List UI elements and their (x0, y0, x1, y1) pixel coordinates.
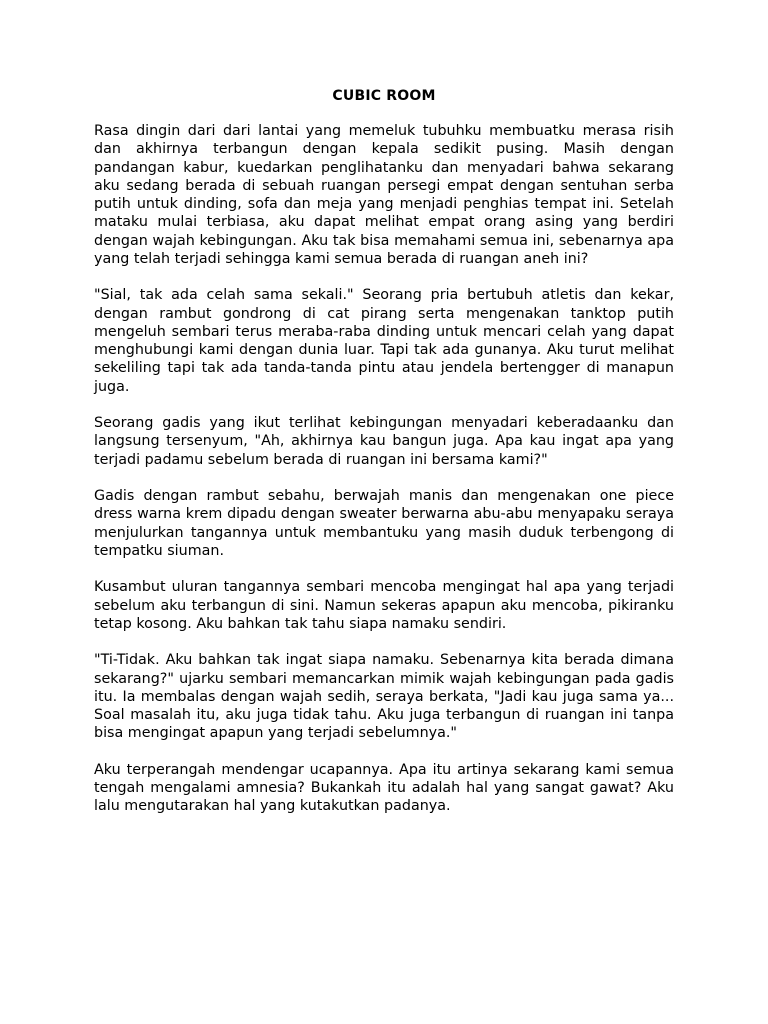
paragraph: Kusambut uluran tangannya sembari mencoba mengingat hal apa yang terjadi sebelum aku terbangun di sini. Namun sekeras apapun aku mencoba, pikiranku tetap kosong. Aku bahkan tak tahu siapa namaku sendiri. (94, 579, 674, 632)
document-body (94, 122, 674, 834)
paragraph: "Ti-Tidak. Aku bahkan tak ingat siapa namaku. Sebenarnya kita berada dimana sekarang?" ujarku sembari memancarkan mimik wajah kebingungan pada gadis itu. Ia membalas dengan wajah sedih, seraya berkata, "Jadi kau juga sama ya... Soal masalah itu, aku juga tidak tahu. Aku juga terbangun di ruangan ini tanpa bisa mengingat apapun yang terjadi sebelumnya." (94, 652, 674, 742)
paragraph: Rasa dingin dari dari lantai yang memeluk tubuhku membuatku merasa risih dan akhirnya terbangun dengan kepala sedikit pusing. Masih dengan pandangan kabur, kuedarkan penglihatanku dan menyadari bahwa sekarang aku sedang berada di sebuah ruangan persegi empat dengan sentuhan serba putih untuk dinding, sofa dan meja yang menjadi penghias tempat ini. Setelah mataku mulai terbiasa, aku dapat melihat empat orang asing yang berdiri dengan wajah kebingungan. Aku tak bisa memahami semua ini, sebenarnya apa yang telah terjadi sehingga kami semua berada di ruangan aneh ini? (94, 123, 674, 267)
document-title: CUBIC ROOM (332, 88, 436, 104)
paragraph: "Sial, tak ada celah sama sekali." Seorang pria bertubuh atletis dan kekar, dengan rambut gondrong di cat pirang serta mengenakan tanktop putih mengeluh sembari terus meraba-raba dinding untuk mencari celah yang dapat menghubungi kami dengan dunia luar. Tapi tak ada gunanya. Aku turut melihat sekeliling tapi tak ada tanda-tanda pintu atau jendela bertengger di manapun juga. (94, 287, 674, 395)
paragraph: Gadis dengan rambut sebahu, berwajah manis dan mengenakan one piece dress warna krem dipadu dengan sweater berwarna abu-abu menyapaku seraya menjulurkan tangannya untuk membantuku yang masih duduk terbengong di tempatku siuman. (94, 488, 674, 559)
paragraph: Seorang gadis yang ikut terlihat kebingungan menyadari keberadaanku dan langsung tersenyum, "Ah, akhirnya kau bangun juga. Apa kau ingat apa yang terjadi padamu sebelum berada di ruangan ini bersama kami?" (94, 415, 674, 468)
paragraph: Aku terperangah mendengar ucapannya. Apa itu artinya sekarang kami semua tengah mengalami amnesia? Bukankah itu adalah hal yang sangat gawat? Aku lalu mengutarakan hal yang kutakutkan padanya. (94, 761, 674, 815)
